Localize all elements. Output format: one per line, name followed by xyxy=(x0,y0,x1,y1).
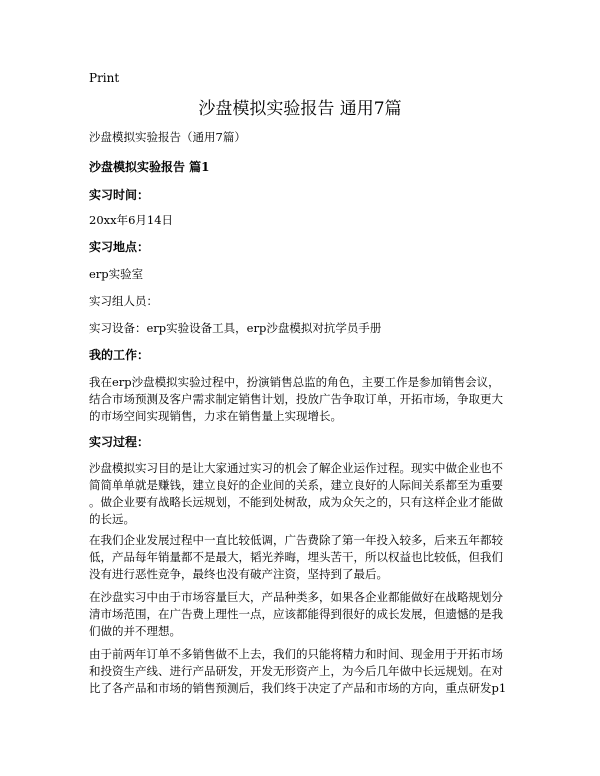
print-link[interactable]: Print xyxy=(89,71,120,85)
place-value: erp实验室 xyxy=(89,267,144,281)
process-line: 的长远。 xyxy=(89,512,135,526)
process-heading: 实习过程： xyxy=(89,435,150,449)
page-title: 沙盘模拟实验报告 通用7篇 xyxy=(198,99,402,119)
section-heading: 沙盘模拟实验报告 篇1 xyxy=(89,160,210,174)
place-label: 实习地点： xyxy=(89,240,150,254)
process-line: 简简单单就是赚钱，建立良好的企业间的关系，建立良好的人际间关系都至为重要 xyxy=(89,478,503,492)
process-paragraph-4 xyxy=(89,646,513,697)
process-line: 在沙盘实习中由于市场容量巨大，产品种类多，如果各企业都能做好在战略规划分 xyxy=(89,590,503,604)
process-paragraph-1 xyxy=(89,460,513,528)
equipment-line: 实习设备：erp实验设备工具，erp沙盘模拟对抗学员手册 xyxy=(89,321,382,335)
work-heading: 我的工作： xyxy=(89,348,150,362)
document-subtitle: 沙盘模拟实验报告（通用7篇） xyxy=(89,130,246,144)
work-line: 我在erp沙盘模拟实验过程中，扮演销售总监的角色，主要工作是参加销售会议， xyxy=(89,375,500,389)
process-line: 们做的并不理想。 xyxy=(89,624,181,638)
members-line: 实习组人员： xyxy=(89,294,158,308)
time-value: 20xx年6月14日 xyxy=(89,213,174,227)
process-line: 低，产品每年销量都不是最大，韬光养晦，埋头苦干，所以权益也比较低，但我们 xyxy=(89,550,503,564)
process-line: 和投资生产线、进行产品研发，开发无形资产上，为今后几年做中长远规划。在对 xyxy=(89,664,503,678)
process-line: 沙盘模拟实习目的是让大家通过实习的机会了解企业运作过程。现实中做企业也不 xyxy=(89,461,503,475)
process-line: 在我们企业发展过程中一直比较低调，广告费除了第一年投入较多，后来五年都较 xyxy=(89,533,503,547)
work-line: 的市场空间实现销售，力求在销售量上实现增长。 xyxy=(89,409,342,423)
process-line: 比了各产品和市场的销售预测后，我们终于决定了产品和市场的方向，重点研发p1 xyxy=(89,681,507,695)
process-line: 清市场范围，在广告费上理性一点，应该都能得到很好的成长发展，但遗憾的是我 xyxy=(89,607,503,621)
work-paragraph xyxy=(89,374,513,425)
work-line: 结合市场预测及客户需求制定销售计划，投放广告争取订单，开拓市场，争取更大 xyxy=(89,392,503,406)
process-paragraph-3 xyxy=(89,589,513,640)
process-line: 。做企业要有战略长远规划，不能到处树敌，成为众矢之的，只有这样企业才能做 xyxy=(89,495,503,509)
process-line: 没有进行恶性竞争，最终也没有破产注资，坚持到了最后。 xyxy=(89,567,388,581)
process-line: 由于前两年订单不多销售做不上去，我们的只能将精力和时间、现金用于开拓市场 xyxy=(89,647,503,661)
time-label: 实习时间： xyxy=(89,188,150,202)
process-paragraph-2 xyxy=(89,532,513,583)
